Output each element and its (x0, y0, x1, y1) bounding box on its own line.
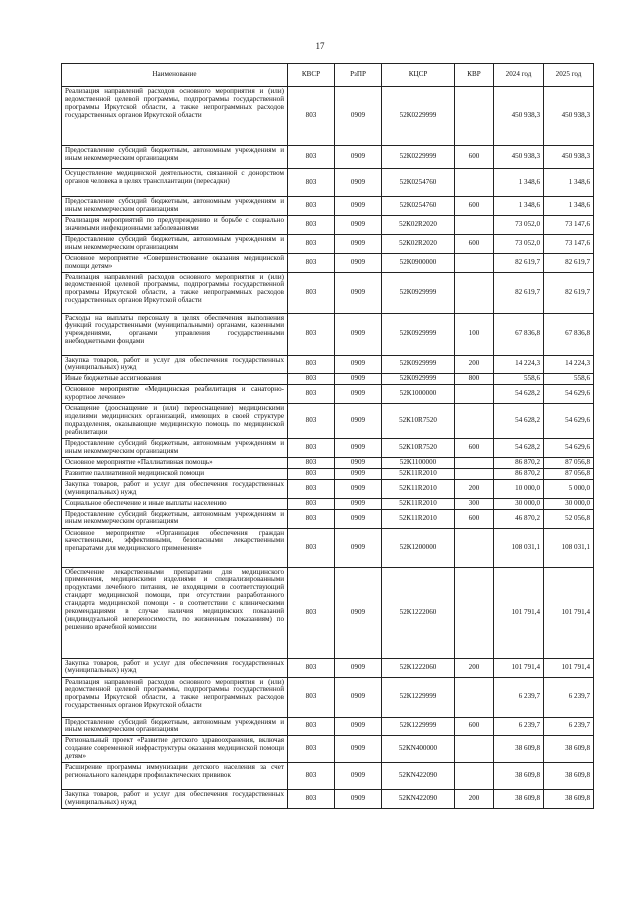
table-row (62, 677, 594, 717)
cell-kvsr: 803 (288, 272, 335, 313)
cell-kvsr: 803 (288, 468, 335, 479)
column-header-name: Наименование (62, 64, 288, 87)
cell-rzpr: 0909 (335, 438, 382, 457)
cell-kvsr: 803 (288, 355, 335, 374)
cell-y2025: 38 609,8 (544, 763, 594, 790)
cell-y2025: 73 147,6 (544, 215, 594, 234)
cell-name: Закупка товаров, работ и услуг для обеспечения государственных (муниципальных) нужд (62, 479, 288, 498)
cell-kcsr: 52КN422090 (382, 763, 455, 790)
table-row (62, 498, 594, 509)
budget-table (61, 63, 594, 809)
cell-kvr (455, 528, 494, 567)
cell-kcsr: 52К1229999 (382, 677, 455, 717)
cell-y2024: 38 609,8 (494, 763, 544, 790)
cell-kvsr: 803 (288, 404, 335, 439)
table-row (62, 215, 594, 234)
cell-y2025: 14 224,3 (544, 355, 594, 374)
cell-rzpr: 0909 (335, 146, 382, 169)
cell-kvsr: 803 (288, 313, 335, 355)
cell-kvr (455, 567, 494, 658)
cell-kcsr: 52КN400000 (382, 736, 455, 763)
cell-kcsr: 52К1222060 (382, 658, 455, 677)
cell-y2024: 54 628,2 (494, 385, 544, 404)
cell-y2025: 1 348,6 (544, 169, 594, 197)
cell-rzpr: 0909 (335, 790, 382, 809)
cell-y2024: 108 031,1 (494, 528, 544, 567)
cell-y2025: 73 147,6 (544, 234, 594, 253)
cell-y2025: 5 000,0 (544, 479, 594, 498)
cell-y2024: 54 628,2 (494, 404, 544, 439)
cell-kcsr: 52К10R7520 (382, 438, 455, 457)
cell-rzpr: 0909 (335, 677, 382, 717)
cell-y2025: 558,6 (544, 374, 594, 385)
cell-kvr: 300 (455, 498, 494, 509)
cell-name: Предоставление субсидий бюджетным, автономным учреждениям и иным некоммерческим организациям (62, 197, 288, 216)
cell-y2025: 82 619,7 (544, 272, 594, 313)
cell-kvsr: 803 (288, 528, 335, 567)
cell-kvsr: 803 (288, 438, 335, 457)
table-row (62, 197, 594, 216)
cell-kcsr: 52К0929999 (382, 355, 455, 374)
table-row (62, 146, 594, 169)
cell-kvr (455, 215, 494, 234)
cell-kvsr: 803 (288, 790, 335, 809)
cell-y2025: 87 056,8 (544, 457, 594, 468)
cell-y2024: 101 791,4 (494, 658, 544, 677)
table-row (62, 468, 594, 479)
cell-kvsr: 803 (288, 658, 335, 677)
cell-rzpr: 0909 (335, 404, 382, 439)
column-header-rzpr: РзПР (335, 64, 382, 87)
table-row (62, 272, 594, 313)
table-body (62, 87, 594, 809)
cell-kvr: 200 (455, 355, 494, 374)
cell-kvr: 200 (455, 658, 494, 677)
cell-kvr (455, 385, 494, 404)
table-row (62, 355, 594, 374)
cell-name: Расширение программы иммунизации детского населения за счет регионального календаря профилактических прививок (62, 763, 288, 790)
table-row (62, 567, 594, 658)
table-row (62, 479, 594, 498)
table-row (62, 457, 594, 468)
table-header-row (62, 64, 594, 87)
cell-kcsr: 52К11R2010 (382, 498, 455, 509)
cell-y2024: 73 052,0 (494, 215, 544, 234)
cell-rzpr: 0909 (335, 385, 382, 404)
cell-y2024: 14 224,3 (494, 355, 544, 374)
cell-kvr: 100 (455, 313, 494, 355)
cell-rzpr: 0909 (335, 374, 382, 385)
cell-y2024: 82 619,7 (494, 272, 544, 313)
cell-y2025: 67 836,8 (544, 313, 594, 355)
cell-kcsr: 52К02R2020 (382, 215, 455, 234)
cell-y2025: 450 938,3 (544, 146, 594, 169)
cell-name: Предоставление субсидий бюджетным, автономным учреждениям и иным некоммерческим организациям (62, 717, 288, 736)
cell-rzpr: 0909 (335, 763, 382, 790)
cell-kvsr: 803 (288, 215, 335, 234)
cell-name: Предоставление субсидий бюджетным, автономным учреждениям и иным некоммерческим организациям (62, 438, 288, 457)
cell-kcsr: 52К0229999 (382, 87, 455, 146)
cell-name: Основное мероприятие «Совершенствование оказания медицинской помощи детям» (62, 253, 288, 272)
cell-y2025: 54 629,6 (544, 404, 594, 439)
cell-y2025: 6 239,7 (544, 717, 594, 736)
cell-kvsr: 803 (288, 169, 335, 197)
cell-rzpr: 0909 (335, 717, 382, 736)
cell-kvsr: 803 (288, 498, 335, 509)
cell-kvr (455, 253, 494, 272)
cell-rzpr: 0909 (335, 253, 382, 272)
column-header-kcsr: КЦСР (382, 64, 455, 87)
cell-kvr: 200 (455, 790, 494, 809)
cell-y2025: 54 629,6 (544, 438, 594, 457)
cell-name: Расходы на выплаты персоналу в целях обеспечения выполнения функций государственными (муниципальными) органами, казенными учреждениями, органами управления государственными внебюджетными фондами (62, 313, 288, 355)
cell-name: Реализация направлений расходов основного мероприятия и (или) ведомственной целевой программы, подпрограммы государственной программы Иркутской области, а также непрограммных расходов государственных органов Иркутской области (62, 87, 288, 146)
cell-kvr: 600 (455, 717, 494, 736)
cell-kvr (455, 169, 494, 197)
cell-kvr: 600 (455, 234, 494, 253)
cell-kvsr: 803 (288, 509, 335, 528)
cell-y2024: 450 938,3 (494, 146, 544, 169)
cell-y2025: 30 000,0 (544, 498, 594, 509)
cell-kvsr: 803 (288, 234, 335, 253)
cell-y2024: 54 628,2 (494, 438, 544, 457)
cell-y2025: 87 056,8 (544, 468, 594, 479)
table-row (62, 509, 594, 528)
cell-kcsr: 52К11R2010 (382, 509, 455, 528)
table-row (62, 385, 594, 404)
cell-kvr: 800 (455, 374, 494, 385)
cell-rzpr: 0909 (335, 498, 382, 509)
cell-rzpr: 0909 (335, 479, 382, 498)
cell-y2024: 10 000,0 (494, 479, 544, 498)
cell-y2025: 101 791,4 (544, 567, 594, 658)
cell-kvr (455, 87, 494, 146)
cell-rzpr: 0909 (335, 87, 382, 146)
cell-kvsr: 803 (288, 567, 335, 658)
cell-kvsr: 803 (288, 763, 335, 790)
cell-kvsr: 803 (288, 87, 335, 146)
column-header-2024: 2024 год (494, 64, 544, 87)
cell-name: Закупка товаров, работ и услуг для обеспечения государственных (муниципальных) нужд (62, 790, 288, 809)
cell-rzpr: 0909 (335, 658, 382, 677)
cell-name: Обеспечение лекарственными препаратами для медицинского применения, медицинскими изделиями и специализированными продуктами лечебного питания, не входящими в соответствующий стандарт медицинской помощи, при отсутствии разработанного стандарта медицинской помощи - в соответствии с клиническими рекомендациями в случае наличия медицинских показаний (индивидуальной непереносимости, по жизненным показаниям) по решению врачебной комиссии (62, 567, 288, 658)
cell-kvsr: 803 (288, 374, 335, 385)
cell-rzpr: 0909 (335, 509, 382, 528)
cell-kcsr: 52К11R2010 (382, 479, 455, 498)
table-row (62, 763, 594, 790)
table-row (62, 169, 594, 197)
cell-y2025: 38 609,8 (544, 790, 594, 809)
cell-name: Основное мероприятие «Паллиативная помощь» (62, 457, 288, 468)
cell-name: Закупка товаров, работ и услуг для обеспечения государственных (муниципальных) нужд (62, 355, 288, 374)
cell-y2024: 450 938,3 (494, 87, 544, 146)
cell-name: Реализация направлений расходов основного мероприятия и (или) ведомственной целевой программы, подпрограммы государственной программы Иркутской области, а также непрограммных расходов государственных органов Иркутской области (62, 272, 288, 313)
cell-name: Основное мероприятие «Медицинская реабилитация и санаторно-курортное лечение» (62, 385, 288, 404)
cell-rzpr: 0909 (335, 528, 382, 567)
cell-kcsr: 52К0929999 (382, 313, 455, 355)
cell-kvsr: 803 (288, 146, 335, 169)
cell-kcsr: 52К11R2010 (382, 468, 455, 479)
cell-name: Реализация мероприятий по предупреждению и борьбе с социально значимыми инфекционными заболеваниями (62, 215, 288, 234)
cell-name: Развитие паллиативной медицинской помощи (62, 468, 288, 479)
cell-kcsr: 52К0929999 (382, 374, 455, 385)
table-row (62, 658, 594, 677)
cell-rzpr: 0909 (335, 197, 382, 216)
cell-rzpr: 0909 (335, 169, 382, 197)
cell-name: Региональный проект «Развитие детского здравоохранения, включая создание современной инфраструктуры оказания медицинской помощи детям» (62, 736, 288, 763)
cell-y2025: 82 619,7 (544, 253, 594, 272)
cell-rzpr: 0909 (335, 355, 382, 374)
cell-kcsr: 52К1000000 (382, 385, 455, 404)
cell-kvsr: 803 (288, 253, 335, 272)
cell-kcsr: 52К0900000 (382, 253, 455, 272)
cell-y2025: 101 791,4 (544, 658, 594, 677)
cell-kvr: 600 (455, 197, 494, 216)
table-row (62, 790, 594, 809)
cell-kvr (455, 677, 494, 717)
table-row (62, 717, 594, 736)
cell-kvsr: 803 (288, 677, 335, 717)
cell-kcsr: 52К1222060 (382, 567, 455, 658)
cell-rzpr: 0909 (335, 215, 382, 234)
cell-kvr (455, 272, 494, 313)
table-row (62, 87, 594, 146)
cell-kvr: 600 (455, 509, 494, 528)
cell-rzpr: 0909 (335, 567, 382, 658)
cell-y2024: 38 609,8 (494, 736, 544, 763)
cell-kcsr: 52К1100000 (382, 457, 455, 468)
column-header-2025: 2025 год (544, 64, 594, 87)
cell-name: Предоставление субсидий бюджетным, автономным учреждениям и иным некоммерческим организациям (62, 509, 288, 528)
column-header-kvr: КВР (455, 64, 494, 87)
cell-y2024: 73 052,0 (494, 234, 544, 253)
cell-y2024: 1 348,6 (494, 169, 544, 197)
cell-kvsr: 803 (288, 457, 335, 468)
cell-kcsr: 52К1200000 (382, 528, 455, 567)
cell-y2024: 558,6 (494, 374, 544, 385)
cell-kvr: 600 (455, 438, 494, 457)
cell-rzpr: 0909 (335, 736, 382, 763)
cell-kvsr: 803 (288, 197, 335, 216)
cell-rzpr: 0909 (335, 272, 382, 313)
cell-name: Реализация направлений расходов основного мероприятия и (или) ведомственной целевой программы, подпрограммы государственной программы Иркутской области, а также непрограммных расходов государственных органов Иркутской области (62, 677, 288, 717)
cell-y2025: 52 056,8 (544, 509, 594, 528)
cell-name: Социальное обеспечение и иные выплаты населению (62, 498, 288, 509)
cell-kcsr: 52К0254760 (382, 197, 455, 216)
cell-kvr: 600 (455, 146, 494, 169)
cell-kvr (455, 468, 494, 479)
cell-y2024: 1 348,6 (494, 197, 544, 216)
cell-kvr: 200 (455, 479, 494, 498)
cell-y2025: 450 938,3 (544, 87, 594, 146)
cell-kcsr: 52К0229999 (382, 146, 455, 169)
cell-name: Закупка товаров, работ и услуг для обеспечения государственных (муниципальных) нужд (62, 658, 288, 677)
page-number: 17 (315, 41, 325, 51)
cell-y2025: 108 031,1 (544, 528, 594, 567)
table-row (62, 253, 594, 272)
cell-rzpr: 0909 (335, 457, 382, 468)
cell-y2024: 38 609,8 (494, 790, 544, 809)
cell-name: Оснащение (дооснащение и (или) переоснащение) медицинскими изделиями медицинских организаций, имеющих в своей структуре подразделения, оказывающие медицинскую помощь по медицинской реабилитации (62, 404, 288, 439)
cell-kcsr: 52К0254760 (382, 169, 455, 197)
cell-y2024: 67 836,8 (494, 313, 544, 355)
table-row (62, 374, 594, 385)
cell-y2024: 30 000,0 (494, 498, 544, 509)
cell-y2024: 101 791,4 (494, 567, 544, 658)
cell-kvsr: 803 (288, 717, 335, 736)
table-row (62, 438, 594, 457)
cell-kvsr: 803 (288, 385, 335, 404)
table-row (62, 736, 594, 763)
cell-name: Предоставление субсидий бюджетным, автономным учреждениям и иным некоммерческим организациям (62, 146, 288, 169)
cell-kvr (455, 457, 494, 468)
column-header-kvsr: КВСР (288, 64, 335, 87)
cell-kcsr: 52К10R7520 (382, 404, 455, 439)
cell-name: Иные бюджетные ассигнования (62, 374, 288, 385)
cell-y2024: 6 239,7 (494, 717, 544, 736)
cell-kcsr: 52КN422090 (382, 790, 455, 809)
cell-y2025: 6 239,7 (544, 677, 594, 717)
cell-y2024: 46 870,2 (494, 509, 544, 528)
cell-y2024: 6 239,7 (494, 677, 544, 717)
cell-kcsr: 52К0929999 (382, 272, 455, 313)
table-row (62, 234, 594, 253)
cell-kcsr: 52К1229999 (382, 717, 455, 736)
cell-name: Основное мероприятие «Организация обеспечения граждан качественными, эффективными, безопасными лекарственными препаратами для медицинского применения» (62, 528, 288, 567)
cell-rzpr: 0909 (335, 234, 382, 253)
cell-rzpr: 0909 (335, 313, 382, 355)
cell-kvr (455, 736, 494, 763)
cell-kvsr: 803 (288, 736, 335, 763)
cell-kvsr: 803 (288, 479, 335, 498)
cell-kvr (455, 404, 494, 439)
cell-y2024: 82 619,7 (494, 253, 544, 272)
table-row (62, 313, 594, 355)
cell-y2025: 38 609,8 (544, 736, 594, 763)
cell-y2025: 1 348,6 (544, 197, 594, 216)
cell-kvr (455, 763, 494, 790)
cell-rzpr: 0909 (335, 468, 382, 479)
cell-kcsr: 52К02R2020 (382, 234, 455, 253)
cell-name: Осуществление медицинской деятельности, связанной с донорством органов человека в целях трансплантации (пересадки) (62, 169, 288, 197)
cell-y2024: 86 870,2 (494, 457, 544, 468)
table-row (62, 404, 594, 439)
cell-y2024: 86 870,2 (494, 468, 544, 479)
cell-name: Предоставление субсидий бюджетным, автономным учреждениям и иным некоммерческим организациям (62, 234, 288, 253)
cell-y2025: 54 629,6 (544, 385, 594, 404)
table-row (62, 528, 594, 567)
